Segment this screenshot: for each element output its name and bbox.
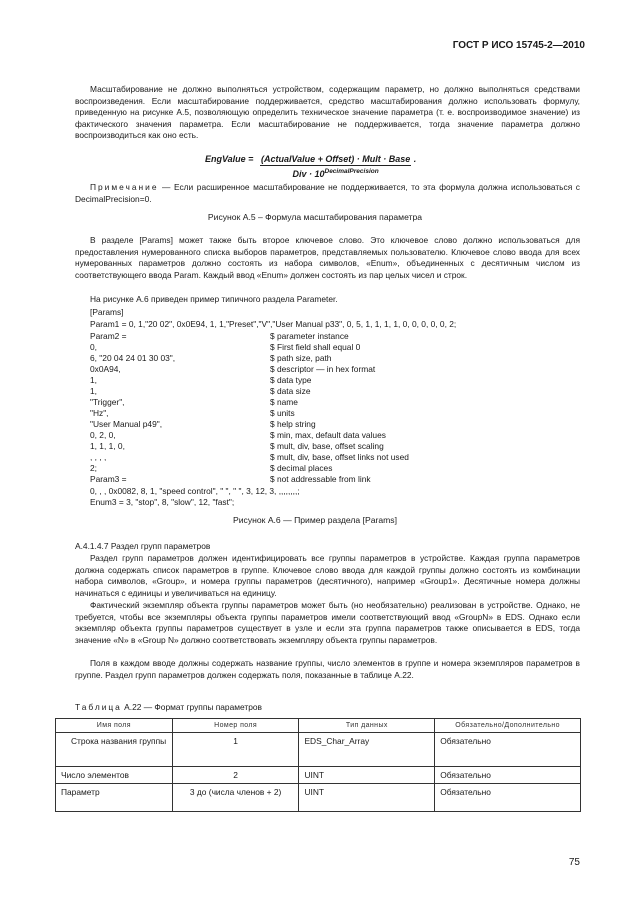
scaling-formula [205, 154, 416, 179]
table-cell: UINT [299, 767, 435, 784]
table-cell: EDS_Char_Array [299, 733, 435, 767]
code-row: 2; $ decimal places [90, 463, 333, 473]
table-cell: Обязательно [435, 784, 581, 812]
note [75, 182, 580, 205]
paragraph-group-fields: Поля в каждом вводе должны содержать название группы, число элементов в группе и номера экземпляров параметров в группе. Раздел групп параметров должен содержать поля, показанные в таблице А.22. [75, 658, 580, 680]
formula-denominator: Div · 10 [292, 169, 325, 179]
table-cell: Обязательно [435, 767, 581, 784]
figure-a5-caption: Рисунок А.5 – Формула масштабирования параметра [207, 212, 423, 222]
note-text: — Если расширенное масштабирование не поддерживается, то эта формула должна использоваться с DecimalPrecision=0. [75, 182, 580, 204]
page-number: 75 [568, 857, 580, 868]
table-caption-text: А.22 — Формат группы параметров [121, 702, 262, 712]
table-header-cell: Номер поля [172, 719, 299, 733]
code-row: Param3 = $ not addressable from link [90, 474, 371, 484]
code-row: "Trigger", $ name [90, 397, 298, 407]
table-row [56, 767, 581, 784]
document-header: ГОСТ Р ИСО 15745-2—2010 [452, 40, 585, 51]
code-row: "User Manual p49", $ help string [90, 419, 316, 429]
paragraph-groups: Раздел групп параметров должен идентифицировать все группы параметров в устройстве. Каждая группа параметров должна содержать список параметров в группе. Ключевое слово ввода для каждой группы должно состоять из комбинации набора символов, «Group», и номера группы параметров (десятичного), например «Group1». Десятичные номера должны начинаться с единицы и увеличиваться на единицу. [75, 553, 580, 598]
table-cell: UINT [299, 784, 435, 812]
code-row: 0x0A94, $ descriptor — in hex format [90, 364, 376, 374]
table-cell: Обязательно [435, 733, 581, 767]
formula-tail: . [413, 154, 417, 164]
paragraph-scaling: Масштабирование не должно выполняться устройством, содержащим параметр, но должно выполняться средствами воспроизведения. Если масштабирование поддерживается, средство масштабирования должно использовать формулу, приведенную на рисунке А.5, позволяющую определить техническое значение параметра (т. е. воспроизводимое значение) из фактического значения параметра. Если масштабирование не поддерживается, тогда значение параметра должно воспроизводиться как оно есть. [75, 84, 580, 141]
code-enum3: Enum3 = 3, "stop", 8, "slow", 12, "fast"; [90, 497, 235, 507]
paragraph-group-instance: Фактический экземпляр объекта группы параметров может быть (но необязательно) реализован в устройстве. Однако, не требуется, чтобы все экземпляры объекта группы параметров имели соответствующий ввод «GroupN» в EDS. Однако если экземпляр объекта группы параметров существует в узле и если эта группа параметров также описывается в EDS, тогда значение «N» в «Group N» должно соответствовать экземпляру объекта группы параметров. [75, 600, 580, 645]
table-header-cell: Тип данных [299, 719, 435, 733]
table-header-cell: Имя поля [56, 719, 173, 733]
formula-lhs: EngValue = [205, 154, 254, 164]
table-header-row [56, 719, 581, 733]
code-row: 6, "20 04 24 01 30 03", $ path size, path [90, 353, 332, 363]
table-row [56, 784, 581, 812]
code-param3-line: 0, , , 0x0082, 8, 1, "speed control", " ", " ", 3, 12, 3, ,,,,,,,,; [90, 486, 300, 496]
table-cell: Параметр [56, 784, 173, 812]
table-cell: 1 [172, 733, 299, 767]
code-block [90, 331, 540, 501]
table-caption [75, 702, 262, 714]
code-row: 1, $ data size [90, 386, 311, 396]
code-row: , , , , $ mult, div, base, offset links not used [90, 452, 409, 462]
table-row [56, 733, 581, 767]
table-cell: 3 до (числа членов + 2) [172, 784, 299, 812]
code-row: 1, $ data type [90, 375, 312, 385]
section-heading: А.4.1.4.7 Раздел групп параметров [75, 541, 211, 551]
parameter-group-table [55, 718, 581, 812]
note-label: Примечание [90, 182, 159, 192]
code-intro: На рисунке А.6 приведен пример типичного раздела Parameter. [90, 294, 338, 304]
table-cell: 2 [172, 767, 299, 784]
table-cell: Строка названия группы [56, 733, 173, 767]
table-caption-label: Таблица [75, 702, 122, 712]
figure-a6-caption: Рисунок А.6 — Пример раздела [Params] [233, 515, 397, 525]
table-header-cell: Обязательно/Дополнительно [435, 719, 581, 733]
code-row: Param2 = $ parameter instance [90, 331, 349, 341]
code-row: 0, $ First field shall equal 0 [90, 342, 361, 352]
table-cell: Число элементов [56, 767, 173, 784]
code-row: "Hz", $ units [90, 408, 295, 418]
formula-numerator: (ActualValue + Offset) · Mult · Base [260, 154, 411, 164]
code-row: 0, 2, 0, $ min, max, default data values [90, 430, 386, 440]
code-param1: Param1 = 0, 1,"20 02", 0x0E94, 1, 1,"Preset","V","User Manual p33", 0, 5, 1, 1, 1, 1, 0, 0, 0, 0, 0, 2; [90, 319, 457, 329]
paragraph-params: В разделе [Params] может также быть второе ключевое слово. Это ключевое слово должно использоваться для предоставления нумерованного списка выборов параметров, представляемых пользователю. Ключевое слово ввода для всех нумерованных параметров должно состоять из набора символов, «Enum», объединенных с десятичным числом из соответствующего ввода Param. Каждый ввод «Enum» должен состоять из пар целых чисел и строк. [75, 235, 580, 280]
code-row: 1, 1, 1, 0, $ mult, div, base, offset scaling [90, 441, 384, 451]
formula-exponent: DecimalPrecision [324, 168, 379, 175]
code-section-label: [Params] [90, 307, 124, 317]
